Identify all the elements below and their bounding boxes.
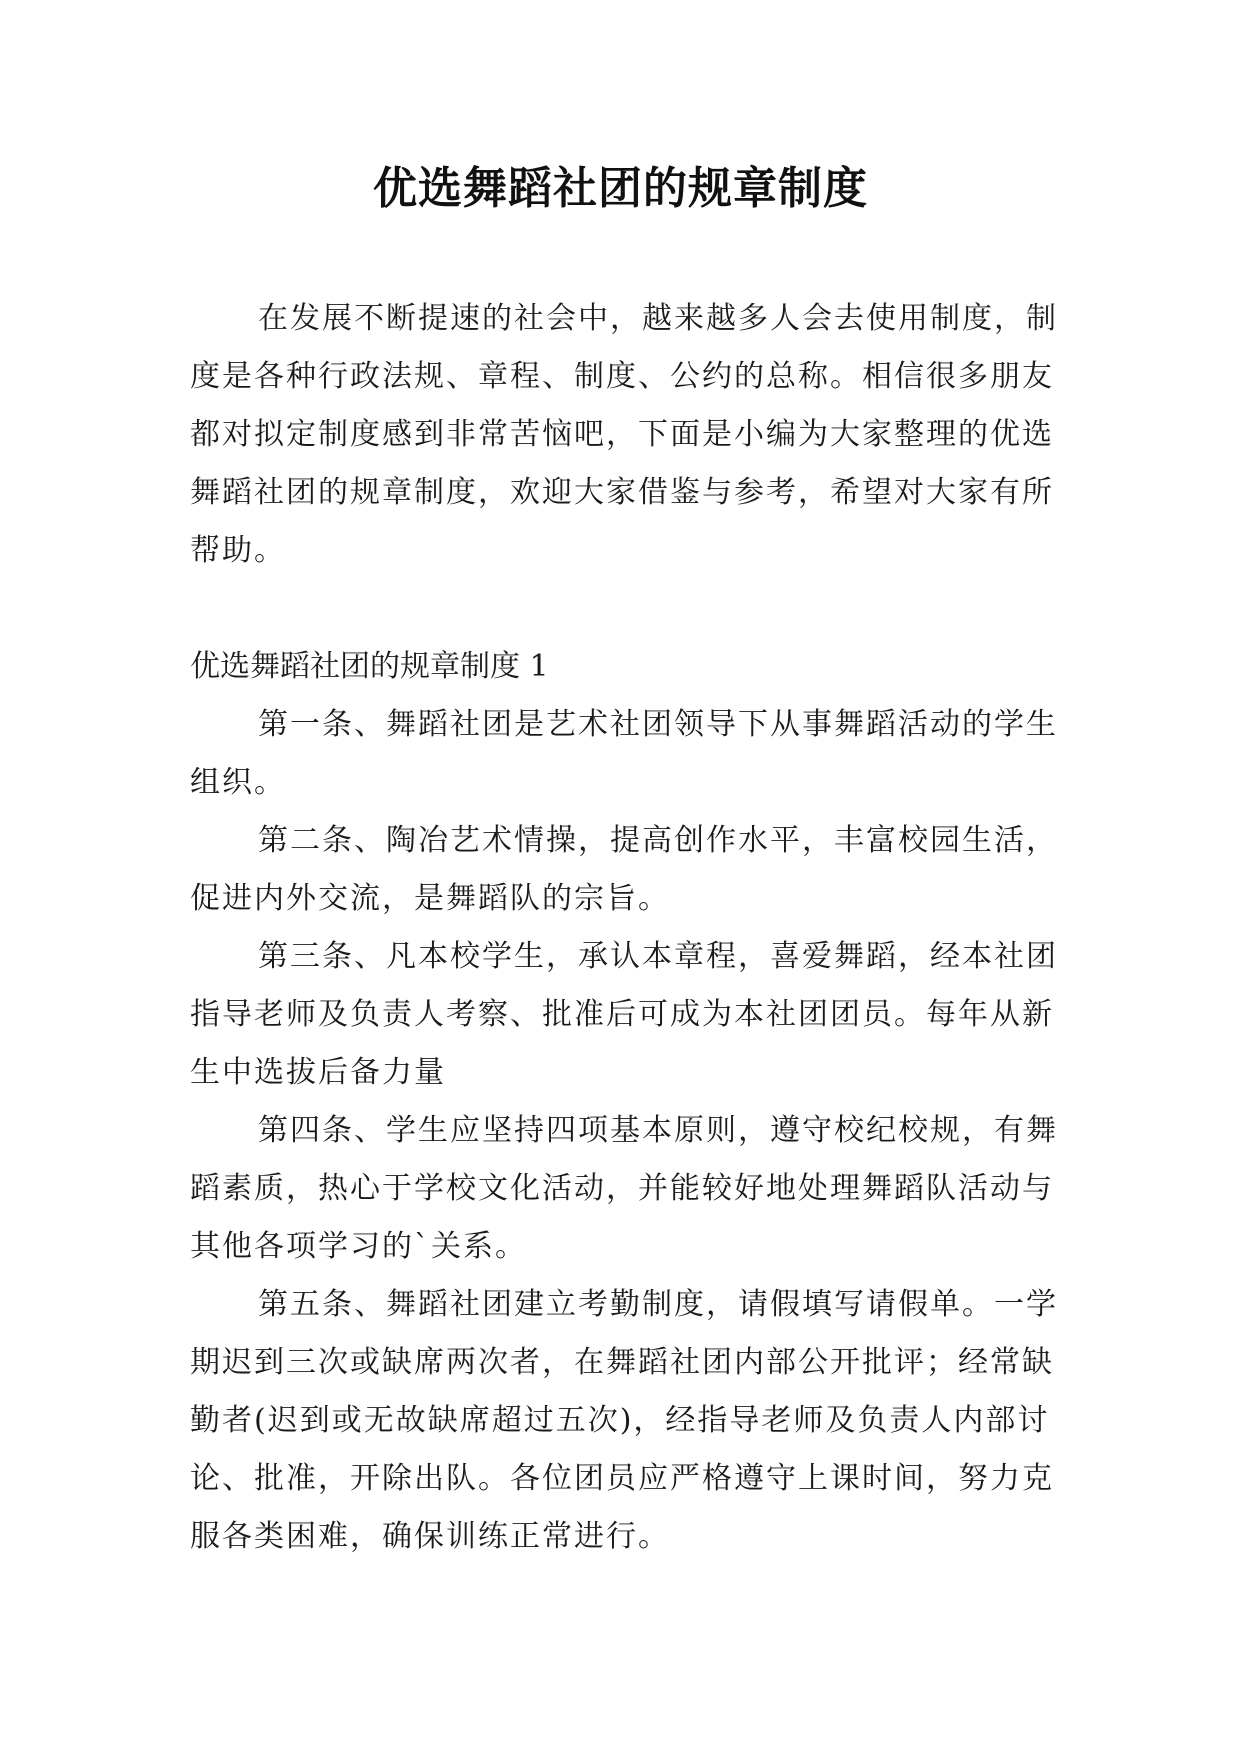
- section-heading: 优选舞蹈社团的规章制度 1: [190, 649, 549, 684]
- document-title: 优选舞蹈社团的规章制度: [373, 163, 868, 214]
- intro-paragraph: 在发展不断提速的社会中，越来越多人会去使用制度，制度是各种行政法规、章程、制度、公约的总称。相信很多朋友都对拟定制度感到非常苦恼吧，下面是小编为大家整理的优选舞蹈社团的规章制度，欢迎大家借鉴与参考，希望对大家有所帮助。: [190, 301, 1058, 568]
- article-3: 第三条、凡本校学生，承认本章程，喜爱舞蹈，经本社团指导老师及负责人考察、批准后可成为本社团团员。每年从新生中选拔后备力量: [190, 939, 1058, 1090]
- article-5: 第五条、舞蹈社团建立考勤制度，请假填写请假单。一学期迟到三次或缺席两次者，在舞蹈社团内部公开批评；经常缺勤者(迟到或无故缺席超过五次)，经指导老师及负责人内部讨论、批准，开除出队。各位团员应严格遵守上课时间，努力克服各类困难，确保训练正常进行。: [190, 1287, 1058, 1554]
- article-1: 第一条、舞蹈社团是艺术社团领导下从事舞蹈活动的学生组织。: [190, 707, 1058, 800]
- article-2: 第二条、陶冶艺术情操，提高创作水平，丰富校园生活，促进内外交流，是舞蹈队的宗旨。: [190, 823, 1058, 916]
- articles-list: [190, 696, 1060, 1566]
- article-4: 第四条、学生应坚持四项基本原则，遵守校纪校规，有舞蹈素质，热心于学校文化活动，并能较好地处理舞蹈队活动与其他各项学习的`关系。: [190, 1113, 1058, 1264]
